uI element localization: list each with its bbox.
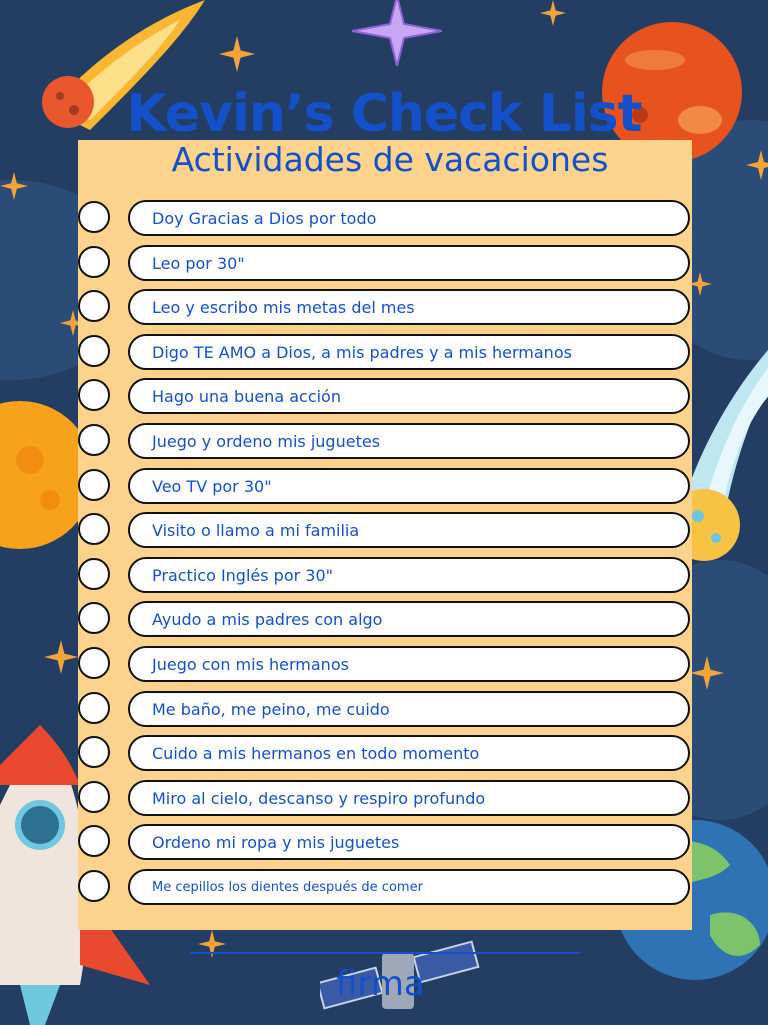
- checkbox-circle[interactable]: [78, 647, 110, 679]
- checklist-item-label: Veo TV por 30": [152, 476, 272, 496]
- checkbox-circle[interactable]: [78, 692, 110, 724]
- checklist-item: [78, 601, 690, 637]
- checklist-item-label: Digo TE AMO a Dios, a mis padres y a mis hermanos: [152, 342, 572, 362]
- page-subtitle: Actividades de vacaciones: [171, 140, 609, 179]
- checklist-item-label: Practico Inglés por 30": [152, 565, 333, 585]
- checklist-item-box: [128, 289, 690, 325]
- checklist-item-box: [128, 601, 690, 637]
- checklist-item: [78, 691, 690, 727]
- checklist-item-label: Ayudo a mis padres con algo: [152, 610, 383, 630]
- checklist-item: [78, 423, 690, 459]
- checklist-item: [78, 378, 690, 414]
- star-icon: [540, 0, 566, 26]
- checklist-item-label: Doy Gracias a Dios por todo: [152, 209, 377, 228]
- checkbox-circle[interactable]: [78, 290, 110, 322]
- checkbox-circle[interactable]: [78, 469, 110, 501]
- checkbox-circle[interactable]: [78, 246, 110, 278]
- checklist-item-label: Leo por 30": [152, 253, 245, 273]
- checkbox-circle[interactable]: [78, 201, 110, 233]
- checklist-item-box: [128, 200, 690, 236]
- checklist-item-label: Hago una buena acción: [152, 387, 341, 407]
- checklist-item-label: Juego y ordeno mis juguetes: [152, 432, 381, 451]
- checklist-item-box: [128, 423, 690, 459]
- checkbox-circle[interactable]: [78, 781, 110, 813]
- checklist-item-label: Visito o llamo a mi familia: [152, 521, 360, 541]
- checkbox-circle[interactable]: [78, 335, 110, 367]
- checklist-item-box: [128, 646, 690, 682]
- checkbox-circle[interactable]: [78, 379, 110, 411]
- checklist-item: [78, 289, 690, 325]
- checklist-item-box: [128, 869, 690, 905]
- checkbox-circle[interactable]: [78, 736, 110, 768]
- checklist-item-label: Leo y escribo mis metas del mes: [152, 298, 415, 318]
- checklist-item: [78, 245, 690, 281]
- checklist-item-box: [128, 691, 690, 727]
- checklist-item: [78, 869, 690, 905]
- checkbox-circle[interactable]: [78, 513, 110, 545]
- checklist-item: [78, 468, 690, 504]
- checklist-item-box: [128, 824, 690, 860]
- star-icon: [690, 656, 724, 690]
- checklist-item-box: [128, 512, 690, 548]
- checklist-item-box: [128, 468, 690, 504]
- checkbox-circle[interactable]: [78, 870, 110, 902]
- checklist-item: [78, 824, 690, 860]
- checkbox-circle[interactable]: [78, 424, 110, 456]
- checkbox-circle[interactable]: [78, 825, 110, 857]
- signature-label: firma: [336, 964, 425, 1004]
- signature-line: [190, 952, 580, 954]
- checklist-item-box: [128, 245, 690, 281]
- checklist-item: [78, 646, 690, 682]
- checklist-item: [78, 200, 690, 236]
- checkbox-circle[interactable]: [78, 558, 110, 590]
- star-icon: [44, 640, 78, 674]
- checklist-item: [78, 780, 690, 816]
- checklist-item: [78, 512, 690, 548]
- checkbox-circle[interactable]: [78, 602, 110, 634]
- checklist-item: [78, 735, 690, 771]
- checklist-item-box: [128, 780, 690, 816]
- checklist-item-label: Me baño, me peino, me cuido: [152, 699, 390, 719]
- checklist-item: [78, 557, 690, 593]
- checklist-item-box: [128, 378, 690, 414]
- checklist-item-label: Juego con mis hermanos: [152, 655, 349, 674]
- checklist-item-label: Cuido a mis hermanos en todo momento: [152, 744, 480, 764]
- checklist-item-box: [128, 557, 690, 593]
- checklist-item-label: Me cepillos los dientes después de comer: [152, 880, 423, 895]
- sparkle-star-icon: [352, 0, 442, 66]
- page-title: Kevin’s Check List: [126, 84, 642, 144]
- checklist-item: [78, 334, 690, 370]
- checklist-item-box: [128, 735, 690, 771]
- checklist-item-label: Miro al cielo, descanso y respiro profundo: [152, 788, 486, 808]
- checklist-item-label: Ordeno mi ropa y mis juguetes: [152, 833, 400, 853]
- checklist-item-box: [128, 334, 690, 370]
